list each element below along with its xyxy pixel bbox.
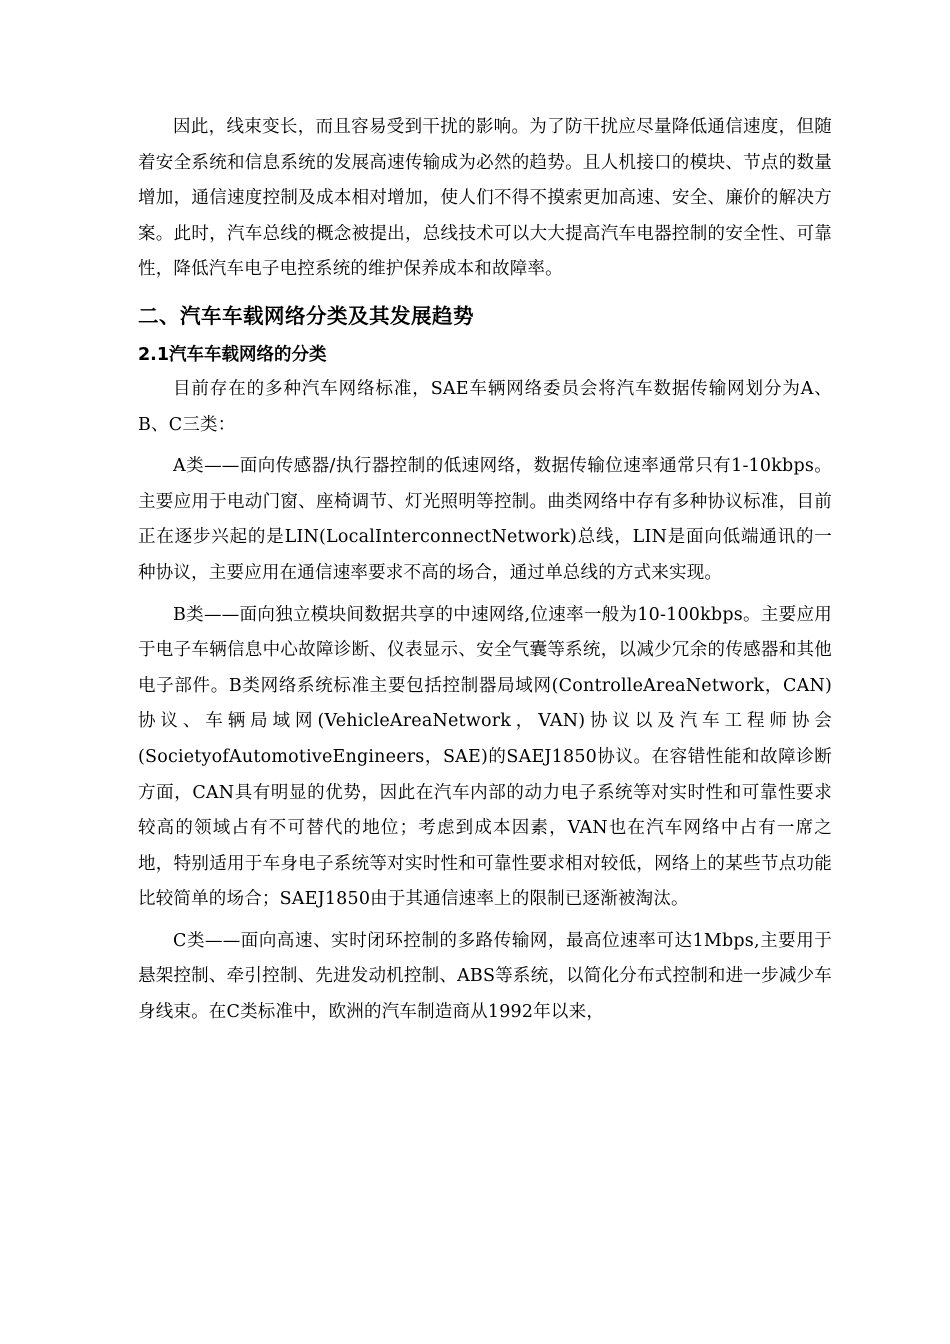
section-heading: 二、汽车车载网络分类及其发展趋势 <box>138 303 474 328</box>
subsection-heading: 2.1汽车车载网络的分类 <box>138 344 327 365</box>
class-b-paragraph: B类——面向独立模块间数据共享的中速网络,位速率一般为10-100kbps。主要应用于电子车辆信息中心故障诊断、仪表显示、安全气囊等系统，以减少冗余的传感器和其他电子部件。B类网络系统标准主要包括控制器局域网(ControlleAreaNetwork，CAN)协议、车辆局域网(VehicleAreaNetwork，VAN)协议以及汽车工程师协会(SocietyofAutomotiveEngineers，SAE)的SAEJ1850协议。在容错性能和故障诊断方面，CAN具有明显的优势，因此在汽车内部的动力电子系统等对实时性和可靠性要求较高的领域占有不可替代的地位；考虑到成本因素，VAN也在汽车网络中占有一席之地，特别适用于车身电子系统等对实时性和可靠性要求相对较低，网络上的某些节点功能比较简单的场合；SAEJ1850由于其通信速率上的限制已逐渐被淘汰。 <box>138 604 832 910</box>
class-a-paragraph: A类——面向传感器/执行器控制的低速网络，数据传输位速率通常只有1-10kbps。主要应用于电动门窗、座椅调节、灯光照明等控制。曲类网络中存有多种协议标准，目前正在逐步兴起的是LIN(LocalInterconnectNetwork)总线，LIN是面向低端通讯的一种协议，主要应用在通信速率要求不高的场合，通过单总线的方式来实现。 <box>138 456 832 583</box>
class-c-paragraph: C类——面向高速、实时闭环控制的多路传输网，最高位速率可达1Mbps,主要用于悬架控制、牵引控制、先进发动机控制、ABS等系统，以简化分布式控制和进一步减少车身线束。在C类标准中，欧洲的汽车制造商从1992年以来， <box>138 930 832 1023</box>
classification-intro-paragraph: 目前存在的多种汽车网络标准，SAE车辆网络委员会将汽车数据传输网划分为A、B、C三类： <box>138 378 832 435</box>
intro-paragraph: 因此，线束变长，而且容易受到干扰的影响。为了防干扰应尽量降低通信速度，但随着安全系统和信息系统的发展高速传输成为必然的趋势。且人机接口的模块、节点的数量增加，通信速度控制及成本相对增加，使人们不得不摸索更加高速、安全、廉价的解决方案。此时，汽车总线的概念被提出，总线技术可以大大提高汽车电器控制的安全性、可靠性，降低汽车电子电控系统的维护保养成本和故障率。 <box>138 117 832 280</box>
document-page <box>138 110 832 1031</box>
